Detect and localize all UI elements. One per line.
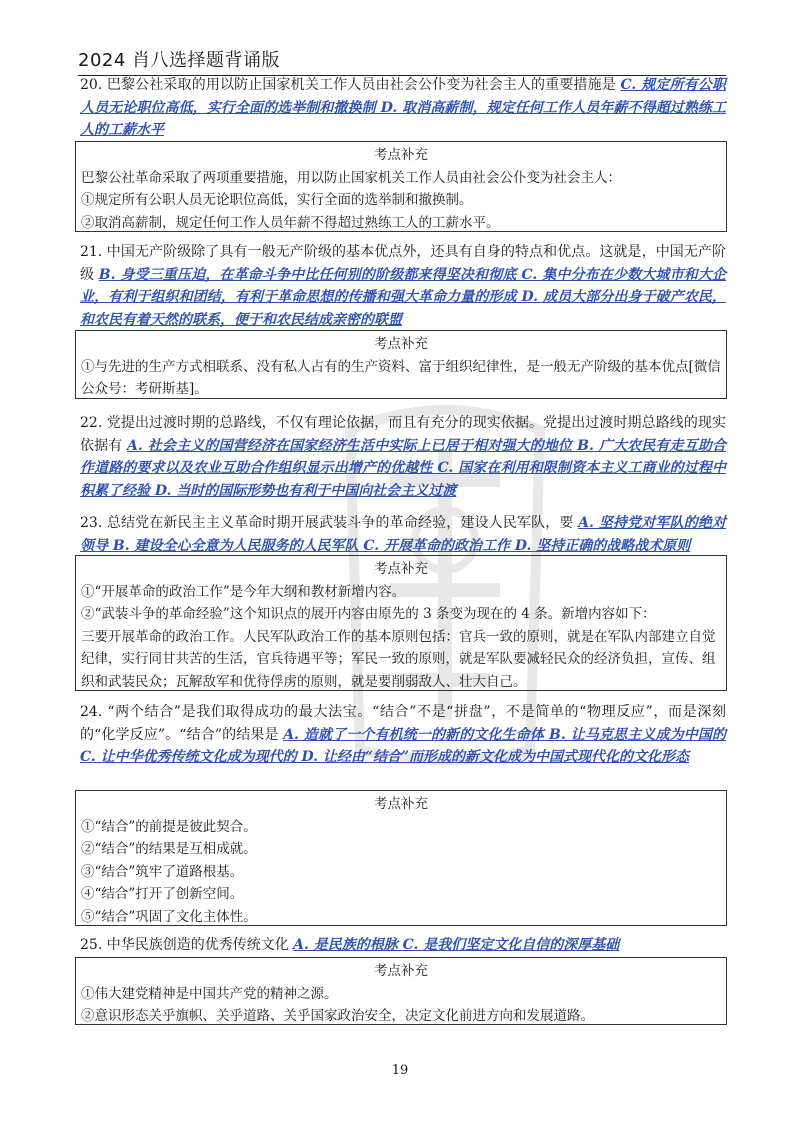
box-title: 考点补充 — [374, 336, 428, 352]
supplement-box — [75, 141, 727, 232]
supplement-box — [75, 957, 727, 1025]
box-line: ②“武装斗争的革命经验”这个知识点的展开内容由原先的 3 条变为现在的 4 条。新增内容如下： — [81, 606, 656, 622]
box-line: ②意识形态关乎旗帜、关乎道路、关乎国家政治安全，决定文化前进方向和发展道路。 — [81, 1008, 594, 1024]
question-21 — [80, 241, 726, 331]
box-line: ①伟大建党精神是中国共产党的精神之源。 — [81, 985, 338, 1002]
answer-text: A. 社会主义的国营经济在国家经济生活中实际上已居于相对强大的地位 B. 广大农民有走互助合作道路的要求以及农业互助合作组织显示出增产的优越性 C. 国家在利用和限制资本主义工商业的过程中积累了经验 D. 当时的国际形势也有利于中国向社会主义过渡 — [80, 437, 726, 499]
box-line: 巴黎公社革命采取了两项重要措施，用以防止国家机关工作人员由社会公仆变为社会主人： — [81, 169, 621, 186]
question-stem: 21. 中国无产阶级除了具有一般无产阶级的基本优点外，还具有自身的特点和优点。这就是，中国无产阶级 — [80, 244, 726, 283]
page-number: 19 — [391, 1063, 409, 1078]
supplement-box — [75, 790, 727, 926]
box-line: ①与先进的生产方式相联系、没有私人占有的生产资料、富于组织纪律性，是一般无产阶级的基本优点[微信公众号：考研斯基]。 — [81, 358, 721, 397]
page-header: 2024 肖八选择题背诵版 — [78, 46, 726, 76]
question-24 — [80, 701, 726, 769]
answer-text: B. 身受三重压迫，在革命斗争中比任何别的阶级都来得坚决和彻底 C. 集中分布在少数大城市和大企业，有利于组织和团结，有利于革命思想的传播和强大革命力量的形成 D. 成员大部分出身于破产农民，和农民有着天然的联系，便于和农民结成亲密的联盟 — [80, 266, 726, 328]
box-line: ①“结合”的前提是彼此契合。 — [81, 818, 257, 835]
question-23 — [80, 512, 726, 557]
question-22 — [80, 412, 726, 502]
box-line: ②取消高薪制，规定任何工作人员年薪不得超过熟练工人的工薪水平。 — [81, 214, 500, 231]
box-title: 考点补充 — [374, 561, 428, 577]
answer-text: C. 规定所有公职人员无论职位高低，实行全面的选举制和撤换制 D. 取消高薪制，规定任何工作人员年薪不得超过熟练工人的工薪水平 — [80, 77, 726, 138]
supplement-box — [75, 330, 727, 399]
question-stem: 20. 巴黎公社采取的用以防止国家机关工作人员由社会公仆变为社会主人的重要措施是 — [80, 77, 621, 93]
box-title: 考点补充 — [374, 147, 428, 163]
box-line: ①“开展革命的政治工作”是今年大纲和教材新增内容。 — [81, 583, 406, 600]
box-title: 考点补充 — [374, 796, 428, 812]
box-line: ③“结合”筑牢了道路根基。 — [81, 863, 244, 880]
supplement-box — [75, 555, 727, 691]
box-line: ⑤“结合”巩固了文化主体性。 — [81, 908, 257, 925]
answer-text: A. 造就了一个有机统一的新的文化生命体 B. 让马克思主义成为中国的 C. 让中华优秀传统文化成为现代的 D. 让经由“结合”而形成的新文化成为中国式现代化的文化形态 — [80, 726, 726, 765]
answer-text: A. 坚持党对军队的绝对领导 B. 建设全心全意为人民服务的人民军队 C. 开展革命的政治工作 D. 坚持正确的战略战术原则 — [80, 515, 726, 554]
question-stem: 25. 中华民族创造的优秀传统文化 — [80, 937, 294, 953]
box-line: ②“结合”的结果是互相成就。 — [81, 841, 257, 857]
box-line: ④“结合”打开了创新空间。 — [81, 886, 244, 902]
box-title: 考点补充 — [374, 963, 428, 979]
question-stem: 22. 党提出过渡时期的总路线，不仅有理论依据，而且有充分的现实依据。党提出过渡时期总路线的现实依据有 — [80, 415, 726, 454]
box-line: 三要开展革命的政治工作。人民军队政治工作的基本原则包括：官兵一致的原则，就是在军队内部建立自觉纪律，实行同甘共苦的生活，官兵待遇平等；军民一致的原则，就是军队要减轻民众的经济负担，宣传、组织和武装民众；瓦解敌军和优待俘虏的原则，就是要削弱敌人、壮大自己。 — [81, 628, 716, 690]
question-stem: 23. 总结党在新民主主义革命时期开展武装斗争的革命经验，建设人民军队，要 — [80, 515, 579, 531]
question-stem: 24. “两个结合”是我们取得成功的最大法宝。“结合”不是“拼盘”，不是简单的“物理反应”，而是深刻的“化学反应”。“结合”的结果是 — [80, 704, 726, 743]
question-20 — [80, 74, 726, 142]
answer-text: A. 是民族的根脉 C. 是我们坚定文化自信的深厚基础 — [293, 937, 620, 953]
box-line: ①规定所有公职人员无论职位高低，实行全面的选举制和撤换制。 — [81, 192, 473, 208]
question-25 — [80, 934, 726, 957]
